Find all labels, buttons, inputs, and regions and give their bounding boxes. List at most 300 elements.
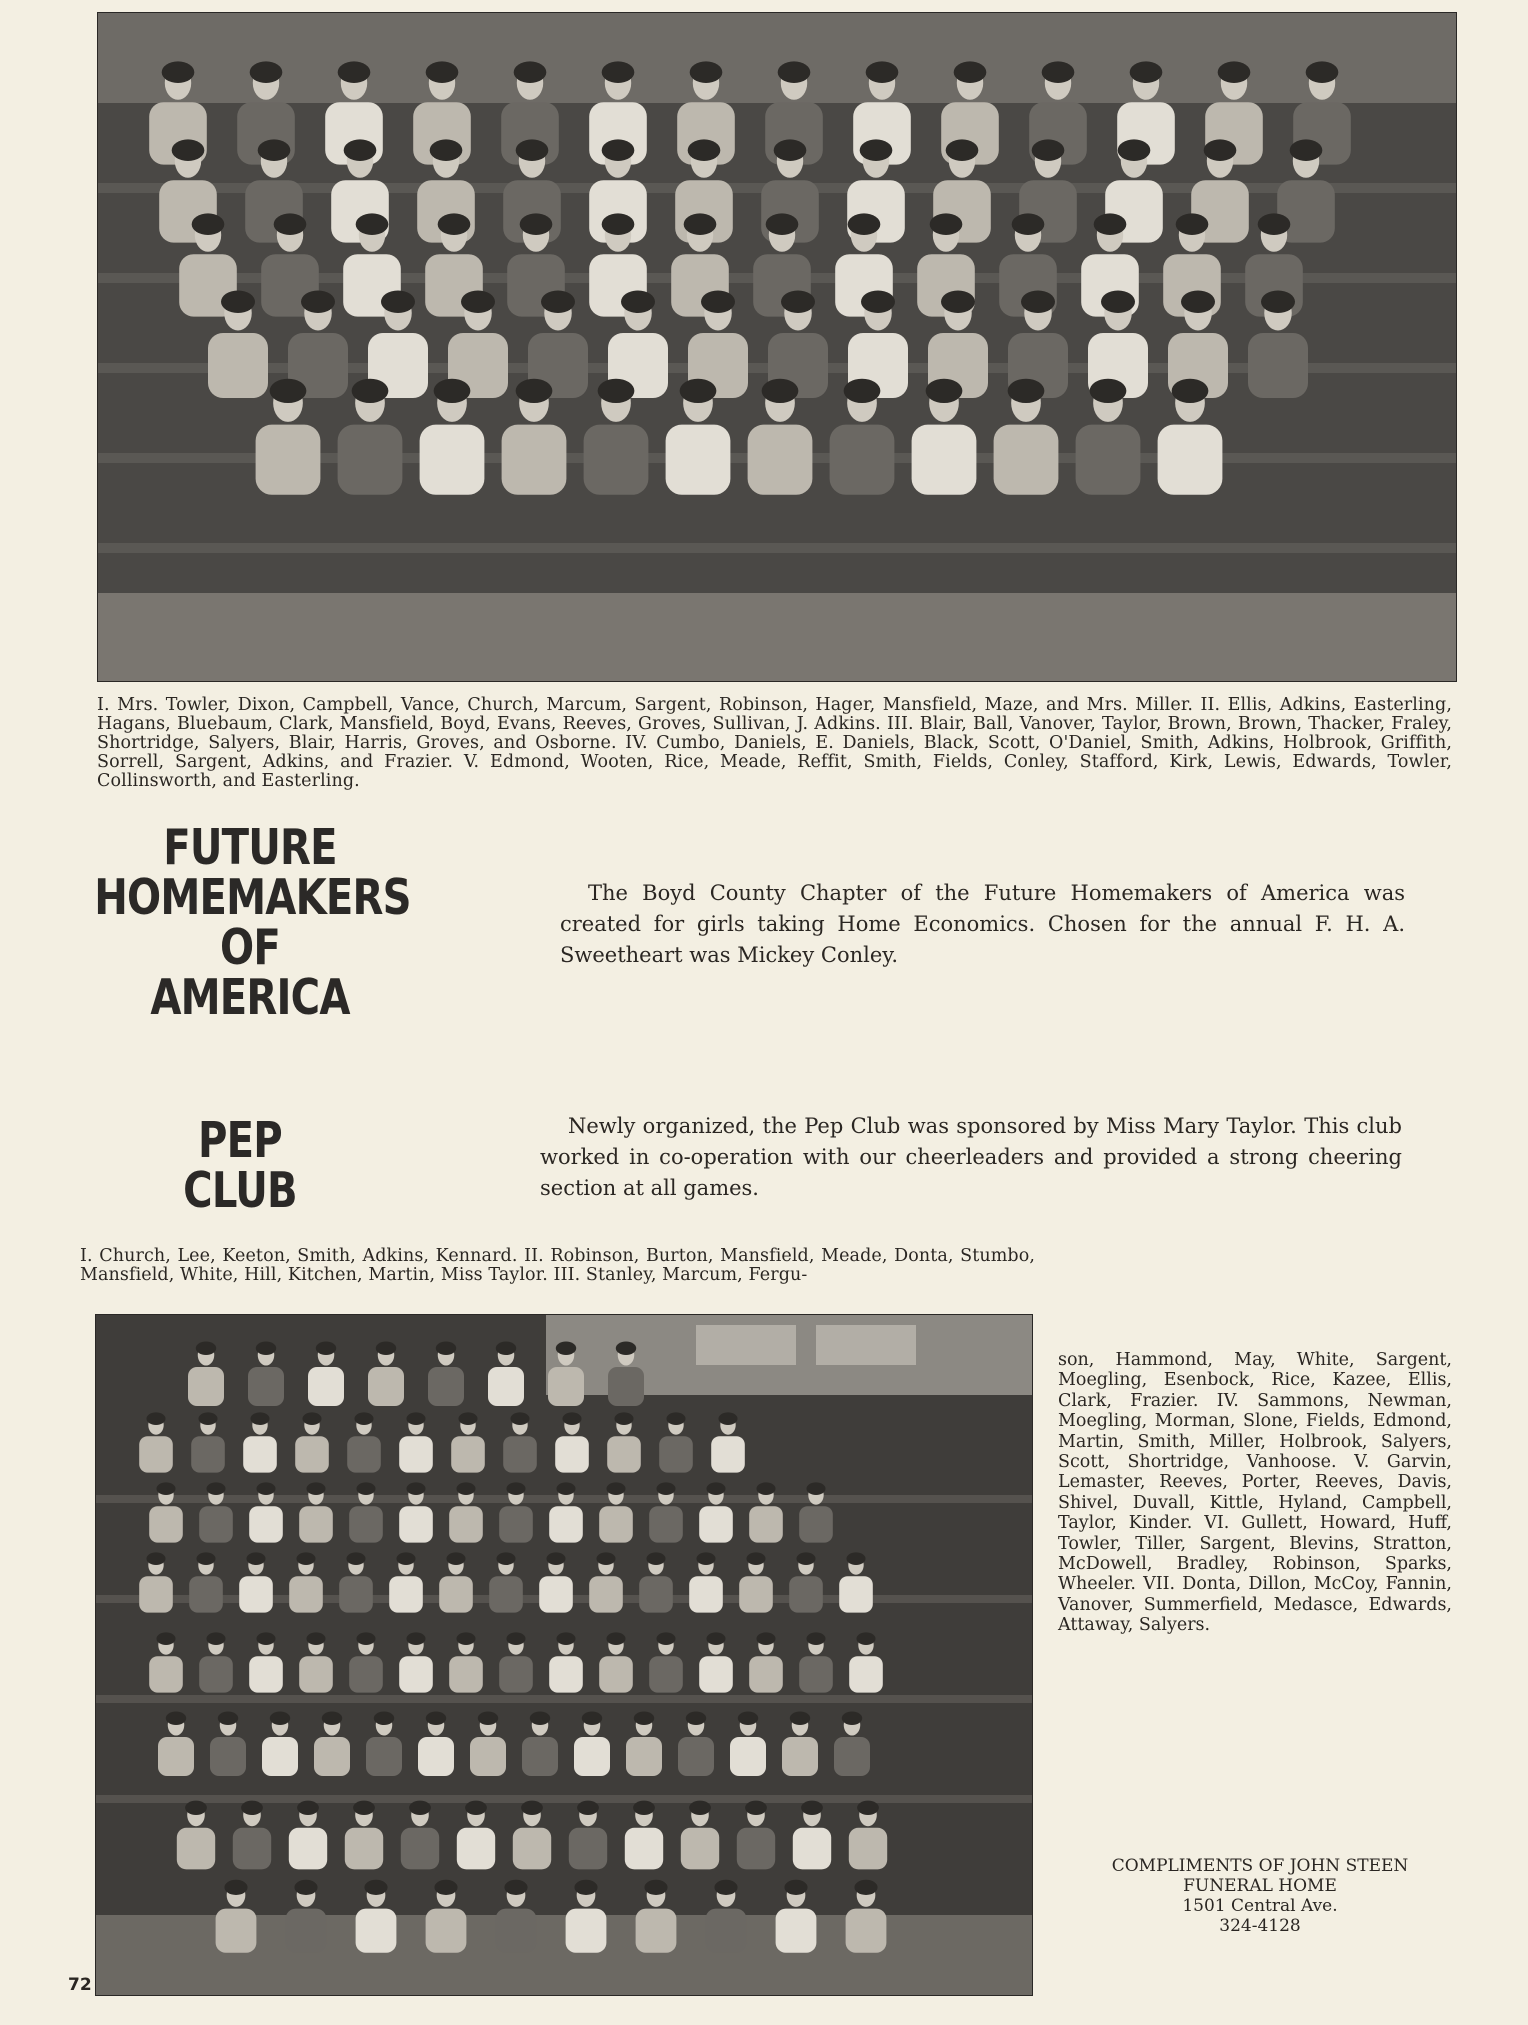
person-body [502,425,567,495]
person-body [849,1828,887,1870]
person-hair [224,1880,247,1895]
person-body [149,1656,183,1692]
person-hair [446,1552,465,1565]
person-hair [718,1412,737,1425]
person-body [189,1576,223,1612]
person-body [549,1656,583,1692]
person-body [749,1506,783,1542]
person-body [139,1436,173,1472]
ad-line-2: FUNERAL HOME [1183,1876,1337,1896]
person-body [299,1656,333,1692]
person-body [256,425,321,495]
pep-heading [117,1112,363,1219]
person-hair [296,1552,315,1565]
person-hair [516,139,549,161]
person-hair [516,379,553,403]
person-body [210,1737,246,1776]
person-hair [166,1712,186,1726]
person-hair [582,1712,602,1726]
person-hair [510,1412,529,1425]
person-body [339,1576,373,1612]
person-hair [270,1712,290,1726]
ad-line-3: 1501 Central Ave. [1182,1896,1338,1916]
person-hair [162,61,195,83]
pep-heading-line-1: PEP [198,1112,282,1169]
person-body [399,1436,433,1472]
person-body [389,1576,423,1612]
person-hair [506,1632,525,1645]
person-body [626,1737,662,1776]
person-hair [689,1801,711,1815]
person-body [208,333,268,398]
person-hair [426,1712,446,1726]
person-body [368,1367,404,1406]
person-hair [465,1801,487,1815]
person-body [420,425,485,495]
person-hair [406,1482,425,1495]
person-body [233,1828,271,1870]
person-body [314,1737,350,1776]
person-body [739,1576,773,1612]
person-hair [353,1801,375,1815]
person-hair [562,1412,581,1425]
person-hair [946,139,979,161]
person-hair [406,1632,425,1645]
person-hair [496,1342,516,1356]
fha-heading-line-1: FUTURE [163,819,337,876]
person-hair [246,1552,265,1565]
person-body [428,1367,464,1406]
person-hair [438,213,471,235]
fha-heading-line-3: OF [220,919,280,976]
person-hair [344,139,377,161]
person-body [678,1737,714,1776]
person-body [243,1436,277,1472]
person-hair [806,1482,825,1495]
person-hair [301,291,335,314]
person-hair [514,61,547,83]
person-body [503,1436,537,1472]
fha-heading [94,819,411,1026]
person-hair [1306,61,1339,83]
person-hair [206,1632,225,1645]
person-body [349,1506,383,1542]
person-hair [954,61,987,83]
person-body [539,1576,573,1612]
person-hair [306,1482,325,1495]
person-body [188,1367,224,1406]
person-body [799,1506,833,1542]
person-hair [861,291,895,314]
person-hair [541,291,575,314]
person-hair [602,61,635,83]
person-body [639,1576,673,1612]
person-hair [790,1712,810,1726]
person-body [289,1576,323,1612]
person-hair [690,61,723,83]
person-body [451,1436,485,1472]
person-hair [306,1632,325,1645]
person-hair [406,1412,425,1425]
person-body [470,1737,506,1776]
person-hair [146,1412,165,1425]
person-hair [258,139,291,161]
person-hair [801,1801,823,1815]
person-hair [616,1342,636,1356]
person-hair [846,1552,865,1565]
person-body [426,1909,467,1953]
person-hair [556,1482,575,1495]
person-hair [857,1801,879,1815]
person-hair [356,1482,375,1495]
person-body [295,1436,329,1472]
person-body [839,1576,873,1612]
pep-description: Newly organized, the Pep Club was sponsored by Miss Mary Taylor. This club worked in co-operation with our cheerleaders and provided a strong cheering section at all games. [540,1114,1402,1200]
person-hair [346,1552,365,1565]
person-hair [1261,291,1295,314]
person-hair [714,1880,737,1895]
person-hair [1012,213,1045,235]
person-hair [602,213,635,235]
person-hair [644,1880,667,1895]
person-body [549,1506,583,1542]
person-body [681,1828,719,1870]
person-hair [606,1482,625,1495]
person-hair [866,61,899,83]
person-hair [646,1552,665,1565]
person-hair [1218,61,1251,83]
person-hair [762,379,799,403]
person-hair [844,379,881,403]
person-hair [381,291,415,314]
person-hair [1094,213,1127,235]
person-body [216,1909,257,1953]
person-hair [796,1552,815,1565]
person-hair [688,139,721,161]
person-hair [250,1412,269,1425]
pep-caption-top: I. Church, Lee, Keeton, Smith, Adkins, Kennard. II. Robinson, Burton, Mansfield, Meade, Donta, Stumbo, Mansfield, White, Hill, Kitchen, Martin, Miss Taylor. III. Stanley, Marcum, Fergu- [80,1246,1035,1285]
person-body [649,1656,683,1692]
person-hair [614,1412,633,1425]
person-body [286,1909,327,1953]
fha-heading-line-2: HOMEMAKERS [94,869,411,926]
person-hair [706,1632,725,1645]
person-hair [1204,139,1237,161]
person-body [830,425,895,495]
ad-line-4: 324-4128 [1219,1916,1301,1936]
person-hair [1130,61,1163,83]
fha-heading-line-4: AMERICA [150,969,350,1026]
person-body [666,425,731,495]
person-hair [926,379,963,403]
person-hair [356,213,389,235]
person-hair [396,1552,415,1565]
fha-caption: I. Mrs. Towler, Dixon, Campbell, Vance, Church, Marcum, Sargent, Robinson, Hager, Mansfield, Maze, and Mrs. Miller. II. Ellis, Adkins, Easterling, Hagans, Bluebaum, Clark, Mansfield, Boyd, Evans, Reeves, Groves, Sullivan, J. Adkins. III. Blair, Ball, Vanover, Taylor, Brown, Brown, Thacker, Fraley, Shortridge, Salyers, Blair, Harris, Groves, and Osborne. IV. Cumbo, Daniels, E. Daniels, Black, Scott, O'Daniel, Smith, Adkins, Holbrook, Griffith, Sorrell, Sargent, Adkins, and Frazier. V. Edmond, Wooten, Rice, Meade, Reffit, Smith, Fields, Conley, Stafford, Kirk, Lewis, Edwards, Towler, Collinsworth, and Easterling. [97,695,1452,791]
person-hair [1101,291,1135,314]
person-body [912,425,977,495]
person-body [849,1656,883,1692]
person-body [299,1506,333,1542]
person-hair [1258,213,1291,235]
person-hair [530,1712,550,1726]
person-hair [256,1342,276,1356]
person-hair [221,291,255,314]
person-hair [520,213,553,235]
pep-heading-line-2: CLUB [183,1162,297,1219]
person-hair [206,1482,225,1495]
person-body [589,1576,623,1612]
person-body [608,1367,644,1406]
person-hair [656,1482,675,1495]
person-hair [506,1482,525,1495]
person-hair [1118,139,1151,161]
person-hair [374,1712,394,1726]
fha-photo-graphic [98,13,1456,681]
person-hair [842,1712,862,1726]
person-hair [854,1880,877,1895]
person-body [439,1576,473,1612]
person-hair [274,213,307,235]
person-body [399,1656,433,1692]
person-hair [496,1552,515,1565]
person-hair [860,139,893,161]
person-hair [556,1632,575,1645]
person-body [489,1576,523,1612]
person-body [399,1506,433,1542]
person-hair [156,1632,175,1645]
person-hair [546,1552,565,1565]
person-hair [621,291,655,314]
person-body [149,1506,183,1542]
person-body [499,1506,533,1542]
person-body [599,1656,633,1692]
person-hair [596,1552,615,1565]
person-hair [606,1632,625,1645]
person-hair [356,1632,375,1645]
person-hair [1008,379,1045,403]
person-hair [598,379,635,403]
person-hair [766,213,799,235]
person-hair [930,213,963,235]
person-body [689,1576,723,1612]
person-hair [250,61,283,83]
page-number: 72 [68,1975,92,1995]
person-hair [297,1801,319,1815]
person-hair [756,1482,775,1495]
person-hair [781,291,815,314]
pep-caption-side: son, Hammond, May, White, Sargent, Moegling, Esenbock, Rice, Kazee, Ellis, Clark, Frazier. IV. Sammons, Newman, Moegling, Morman, Slone, Fields, Edmond, Martin, Smith, Miller, Holbrook, Salyers, Scott, Shortridge, Vanhoose. V. Garvin, Lemaster, Reeves, Porter, Reeves, Davis, Shivel, Duvall, Kittle, Hyland, Campbell, Taylor, Kinder. VI. Gullett, Howard, Huff, Towler, Tiller, Sargent, Blevins, Stratton, McDowell, Bradley, Robinson, Sparks, Wheeler. VII. Donta, Dillon, McCoy, Fannin, Vanover, Summerfield, Medasce, Edwards, Attaway, Salyers. [1058,1350,1452,1636]
person-hair [1290,139,1323,161]
person-hair [738,1712,758,1726]
person-body [711,1436,745,1472]
person-body [699,1506,733,1542]
person-hair [409,1801,431,1815]
person-body [249,1656,283,1692]
person-body [496,1909,537,1953]
fha-group-photo [97,12,1457,682]
person-body [1248,333,1308,398]
person-body [349,1656,383,1692]
ad-line-1: COMPLIMENTS OF JOHN STEEN [1111,1856,1409,1876]
person-hair [778,61,811,83]
person-hair [856,1632,875,1645]
person-body [706,1909,747,1953]
person-hair [456,1482,475,1495]
person-hair [806,1632,825,1645]
person-hair [461,291,495,314]
person-hair [756,1632,775,1645]
person-body [584,425,649,495]
person-hair [364,1880,387,1895]
person-body [649,1506,683,1542]
person-hair [376,1342,396,1356]
person-hair [192,213,225,235]
person-body [569,1828,607,1870]
person-hair [1032,139,1065,161]
person-hair [198,1412,217,1425]
person-hair [352,379,389,403]
person-body [555,1436,589,1472]
person-body [599,1506,633,1542]
person-body [548,1367,584,1406]
person-body [566,1909,607,1953]
person-body [574,1737,610,1776]
person-hair [218,1712,238,1726]
person-hair [316,1342,336,1356]
person-body [338,425,403,495]
person-body [1076,425,1141,495]
person-hair [684,213,717,235]
person-hair [1021,291,1055,314]
person-hair [456,1632,475,1645]
person-hair [436,1342,456,1356]
person-hair [556,1342,576,1356]
person-hair [745,1801,767,1815]
person-body [289,1828,327,1870]
person-body [449,1506,483,1542]
person-hair [1172,379,1209,403]
person-body [748,425,813,495]
person-body [191,1436,225,1472]
person-body [158,1737,194,1776]
advertisement [1060,1856,1460,1936]
person-hair [338,61,371,83]
person-body [457,1828,495,1870]
person-body [659,1436,693,1472]
person-body [449,1656,483,1692]
person-body [699,1656,733,1692]
person-hair [256,1632,275,1645]
person-body [636,1909,677,1953]
person-hair [426,61,459,83]
person-hair [686,1712,706,1726]
person-hair [1181,291,1215,314]
person-body [1158,425,1223,495]
person-hair [1176,213,1209,235]
person-body [737,1828,775,1870]
person-body [249,1506,283,1542]
person-hair [241,1801,263,1815]
person-hair [746,1552,765,1565]
person-body [356,1909,397,1953]
person-hair [633,1801,655,1815]
person-body [199,1506,233,1542]
person-body [347,1436,381,1472]
person-hair [706,1482,725,1495]
person-body [513,1828,551,1870]
person-hair [354,1412,373,1425]
person-body [776,1909,817,1953]
pep-group-photo [95,1314,1033,1996]
person-hair [504,1880,527,1895]
person-hair [270,379,307,403]
person-hair [196,1342,216,1356]
person-hair [1090,379,1127,403]
pep-photo-graphic [96,1315,1032,1995]
person-body [834,1737,870,1776]
person-body [749,1656,783,1692]
person-hair [521,1801,543,1815]
person-hair [322,1712,342,1726]
person-body [248,1367,284,1406]
person-hair [696,1552,715,1565]
person-body [366,1737,402,1776]
person-hair [577,1801,599,1815]
person-hair [434,1880,457,1895]
person-hair [774,139,807,161]
person-body [499,1656,533,1692]
person-hair [941,291,975,314]
person-body [199,1656,233,1692]
person-hair [701,291,735,314]
person-hair [146,1552,165,1565]
person-hair [1042,61,1075,83]
person-body [418,1737,454,1776]
person-hair [156,1482,175,1495]
person-body [846,1909,887,1953]
person-hair [294,1880,317,1895]
person-hair [574,1880,597,1895]
person-body [793,1828,831,1870]
person-hair [848,213,881,235]
person-body [345,1828,383,1870]
person-hair [680,379,717,403]
fha-description: The Boyd County Chapter of the Future Homemakers of America was created for girls taking Home Economics. Chosen for the annual F. H. A. Sweetheart was Mickey Conley. [560,881,1405,967]
person-body [177,1828,215,1870]
person-hair [302,1412,321,1425]
person-hair [458,1412,477,1425]
person-hair [634,1712,654,1726]
person-hair [784,1880,807,1895]
person-body [401,1828,439,1870]
person-hair [185,1801,207,1815]
person-body [625,1828,663,1870]
person-body [994,425,1059,495]
person-body [782,1737,818,1776]
person-hair [430,139,463,161]
person-body [730,1737,766,1776]
person-hair [478,1712,498,1726]
person-hair [666,1412,685,1425]
person-hair [434,379,471,403]
person-body [239,1576,273,1612]
person-body [789,1576,823,1612]
person-body [799,1656,833,1692]
person-body [139,1576,173,1612]
person-hair [256,1482,275,1495]
person-body [522,1737,558,1776]
person-hair [172,139,205,161]
